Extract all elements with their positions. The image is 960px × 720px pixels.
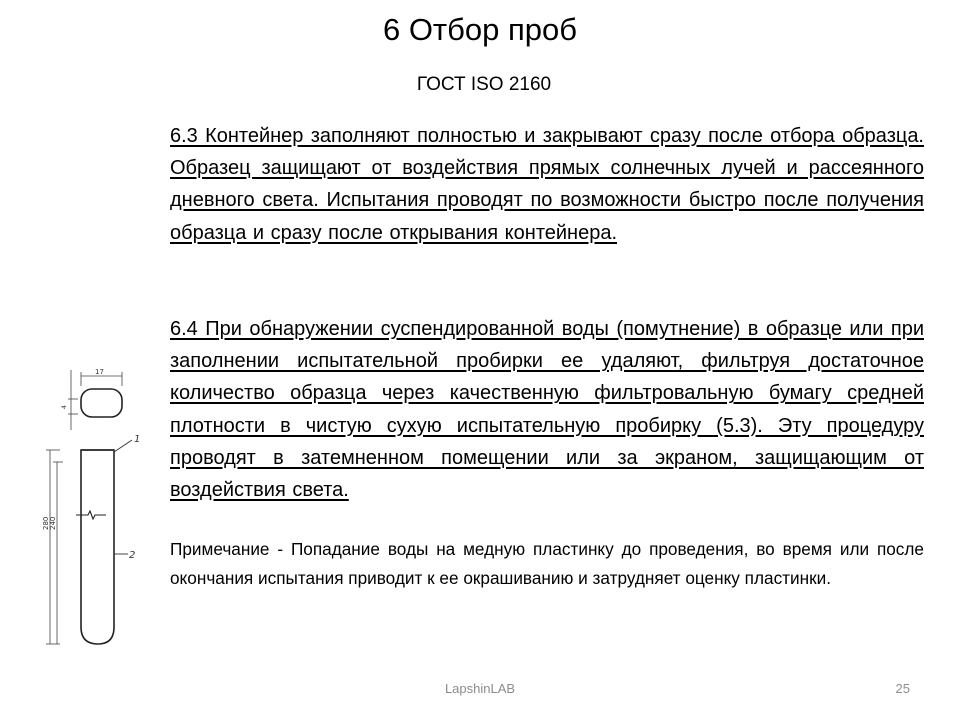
- tube-cross-section: [81, 389, 122, 417]
- footer-brand: LapshinLAB: [444, 681, 516, 696]
- note-paragraph: Примечание - Попадание воды на медную пластинку до проведения, во время или после окончания испытания приводит к ее окрашиванию и затрудняет оценку пластинки.: [170, 539, 924, 588]
- wall-dimension-label: 4: [61, 405, 68, 409]
- total-height-label: 280: [42, 516, 50, 530]
- callout-1-label: 1: [134, 434, 141, 445]
- inner-height-label: 240: [49, 516, 57, 530]
- height-dimensions: [46, 450, 63, 644]
- paragraph-6-4: 6.4 При обнаружении суспендированной воды (помутнение) в образце или при заполнении испытательной пробирки ее удаляют, фильтруя достаточное количество образца через качественную фильтровальную бумагу средней плотности в чистую сухую испытательную пробирку (5.3). Эту процедуру проводят в затемненном помещении или за экраном, защищающим от воздействия света.: [170, 318, 924, 502]
- test-tube-drawing: [38, 362, 148, 654]
- callout-2-label: 2: [129, 550, 136, 561]
- paragraph-6-3: 6.3 Контейнер заполняют полностью и закрывают сразу после отбора образца. Образец защищают от воздействия прямых солнечных лучей и рассеянного дневного света. Испытания проводят по возможности быстро после получения образца и сразу после открывания контейнера.: [170, 125, 924, 244]
- slide-title: 6 Отбор проб: [382, 12, 578, 47]
- callout-1-leader: [114, 440, 132, 452]
- standard-reference: ГОСТ ISO 2160: [416, 74, 552, 95]
- test-tube-body: [81, 450, 114, 644]
- page-number: 25: [895, 681, 910, 696]
- width-dimension-label: 17: [95, 368, 104, 376]
- wall-dimension: [68, 370, 78, 430]
